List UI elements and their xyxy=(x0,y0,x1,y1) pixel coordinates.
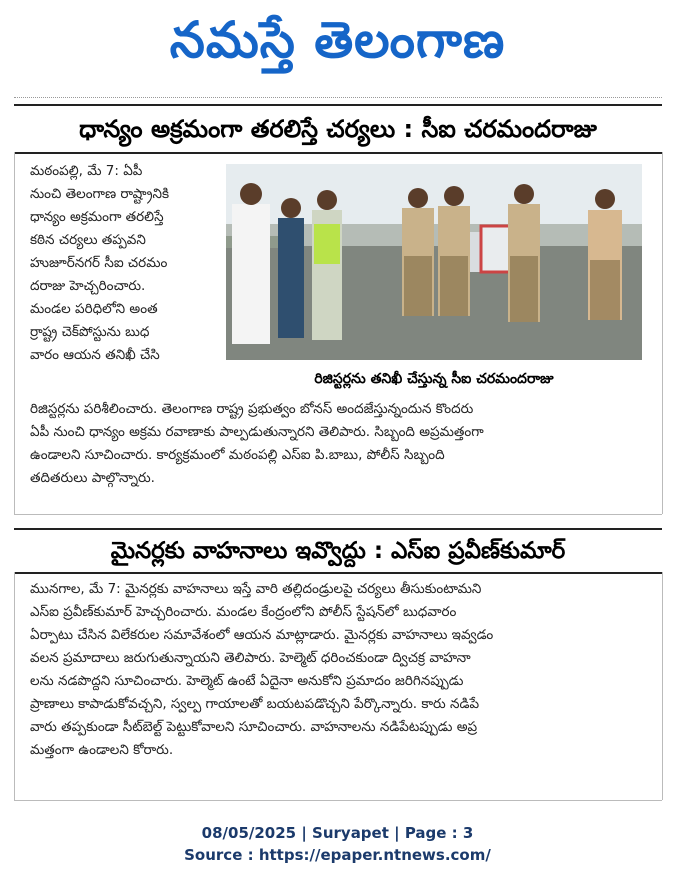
news-photo xyxy=(226,164,642,360)
article1-line: ధాన్యం అక్రమంగా తరలిస్తే xyxy=(30,209,164,225)
article2-right-border xyxy=(662,572,663,800)
article1-line: దరాజు హెచ్చరించారు. xyxy=(30,278,146,294)
article2-line: వారు తప్పకుండా సీట్‌బెల్ట్ పెట్టుకోవాలని సూచించారు. వాహనాలను నడిపేటప్పుడు అప్ర xyxy=(30,719,478,735)
footer-source: Source : https://epaper.ntnews.com/ xyxy=(184,846,491,864)
photo-caption: రిజిస్టర్లను తనిఖీ చేస్తున్న సీఐ చరమందరాజు xyxy=(314,371,554,387)
article1-body-full xyxy=(30,398,650,490)
article1-line: నుంచి తెలంగాణ రాష్ట్రానికి xyxy=(30,186,170,202)
article1-line: కఠిన చర్యలు తప్పవని xyxy=(30,232,146,248)
article1-headline-rule xyxy=(14,152,662,154)
article2-bottom-border xyxy=(14,800,662,801)
article2-body xyxy=(30,578,650,762)
article1-line: మఠంపల్లి, మే 7: ఏపీ xyxy=(30,163,143,179)
masthead-divider xyxy=(14,97,662,98)
masthead-logo: నమస్తే తెలంగాణ xyxy=(169,11,506,69)
article1-line: రిజిస్టర్లను పరిశీలించారు. తెలంగాణ రాష్ట్ర ప్రభుత్వం బోనస్ అందజేస్తున్నందున కొందరు xyxy=(30,401,474,417)
article1-bottom-border xyxy=(14,514,662,515)
article1-line: తదితరులు పాల్గొన్నారు. xyxy=(30,470,155,486)
article2-line: ప్రాణాలు కాపాడుకోవచ్చని, స్వల్ప గాయాలతో బయటపడొచ్చని పేర్కొన్నారు. కారు నడిపే xyxy=(30,696,480,712)
article2-line: ఏర్పాటు చేసిన విలేకరుల సమావేశంలో ఆయన మాట్లాడారు. మైనర్లకు వాహనాలు ఇవ్వడం xyxy=(30,627,494,643)
article1-line: ర్రాష్ట్ర చెక్‌పోస్టును బుధ xyxy=(30,324,150,340)
news-photo-illustration xyxy=(226,164,642,360)
article2-left-border xyxy=(14,572,15,800)
article1-left-border xyxy=(14,152,15,514)
footer-date-edition: 08/05/2025 | Suryapet | Page : 3 xyxy=(201,824,474,842)
article1-line: వారం ఆయన తనిఖీ చేసి xyxy=(30,347,160,363)
article2-line: మునగాల, మే 7: మైనర్లకు వాహనాలు ఇస్తే వారి తల్లిదండ్రులపై చర్యలు తీసుకుంటామని xyxy=(30,581,482,597)
article2-line: మత్తంగా ఉండాలని కోరారు. xyxy=(30,742,174,758)
article1-headline: ధాన్యం అక్రమంగా తరలిస్తే చర్యలు : సీఐ చరమందరాజు xyxy=(79,115,597,143)
article2-line: లను నడపొద్దని సూచించారు. హెల్మెట్ ఉంటే ఏదైనా అనుకోని ప్రమాదం జరిగినప్పుడు xyxy=(30,673,464,689)
article2-headline-rule xyxy=(14,572,662,574)
article1-right-border xyxy=(662,152,663,514)
article2-line: ఎస్ఐ ప్రవీణ్‌కుమార్ హెచ్చరించారు. మండల కేంద్రంలోని పోలీస్ స్టేషన్‌లో బుధవారం xyxy=(30,604,457,620)
article2-headline: మైనర్లకు వాహనాలు ఇవ్వొద్దు : ఎస్ఐ ప్రవీణ్‌కుమార్ xyxy=(110,538,566,564)
article1-column-text xyxy=(30,160,218,367)
article1-line: హుజూర్‌నగర్ సీఐ చరమం xyxy=(30,255,168,271)
article1-line: ఉండాలని సూచించారు. కార్యక్రమంలో మఠంపల్లి ఎస్ఐ పి.బాబు, పోలీస్ సిబ్బంది xyxy=(30,447,445,463)
article1-line: మండల పరిధిలోని అంత xyxy=(30,301,158,317)
article1-line: ఏపీ నుంచి ధాన్యం అక్రమ రవాణాకు పాల్పడుతున్నారని తెలిపారు. సిబ్బంది అప్రమత్తంగా xyxy=(30,424,484,440)
article2-line: వలన ప్రమాదాలు జరుగుతున్నాయని తెలిపారు. హెల్మెట్ ధరించకుండా ద్విచక్ర వాహనా xyxy=(30,650,471,666)
